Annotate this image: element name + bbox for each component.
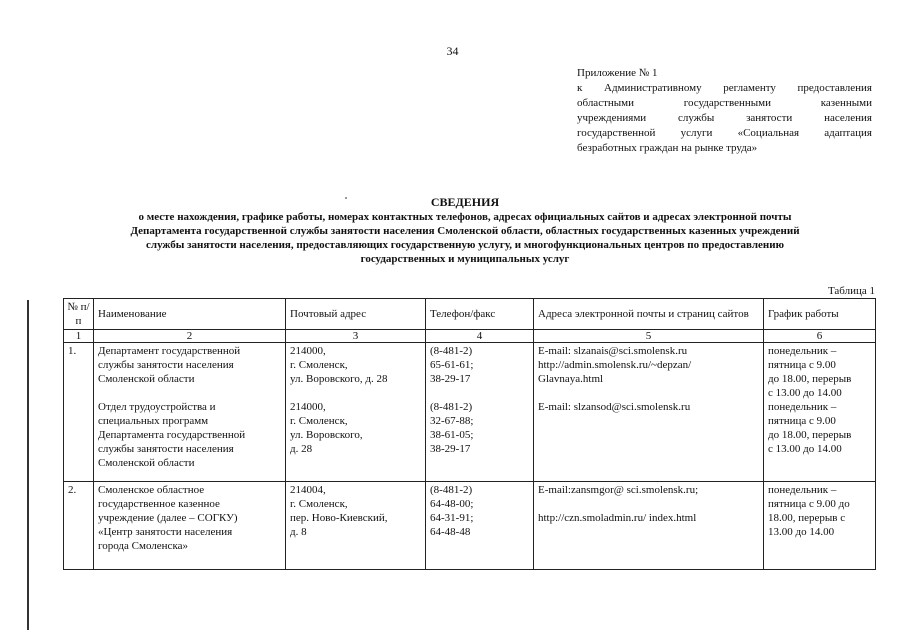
cell-line: Смоленской области xyxy=(98,373,195,385)
cell-line: 65-61-61; xyxy=(430,359,474,371)
cell-line: пятница с 9.00 xyxy=(768,359,836,371)
annex-title: Приложение № 1 xyxy=(577,67,658,79)
email-link[interactable]: E-mail: slzanais@sci.smolensk.ru xyxy=(538,345,688,357)
cell-line: пятница с 9.00 xyxy=(768,415,836,427)
cell-line: до 18.00, перерыв xyxy=(768,429,852,441)
cell-line: г. Смоленск, xyxy=(290,415,348,427)
cell-line: города Смоленска» xyxy=(98,540,189,552)
address-cell xyxy=(286,343,426,482)
annex-line: безработных граждан на рынке труда» xyxy=(577,142,758,154)
cell-line: учреждение (далее – СОГКУ) xyxy=(98,512,238,524)
site-link[interactable]: Glavnaya.html xyxy=(538,373,604,385)
info-table xyxy=(63,298,876,570)
cell-line: Смоленской области xyxy=(98,457,195,469)
site-link[interactable]: http://czn.smoladmin.ru/ index.html xyxy=(538,512,697,524)
heading-line: службы занятости населения, предоставляющих государственную услугу, и многофункциональных центров по предоставлению xyxy=(146,239,784,251)
cell-line: (8-481-2) xyxy=(430,484,473,496)
header-cell: График работы xyxy=(764,299,876,330)
cell-line: ул. Воровского, xyxy=(290,429,363,441)
cell-line: службы занятости населения xyxy=(98,443,234,455)
cell-line: Отдел трудоустройства и xyxy=(98,401,216,413)
name-cell xyxy=(94,482,286,570)
cell-line: с 13.00 до 14.00 xyxy=(768,443,842,455)
column-number: 4 xyxy=(426,330,534,343)
cell-line: (8-481-2) xyxy=(430,401,473,413)
schedule-cell xyxy=(764,343,876,482)
table-row xyxy=(64,343,876,482)
cell-line: понедельник – xyxy=(768,484,837,496)
cell-line: (8-481-2) xyxy=(430,345,473,357)
schedule-cell xyxy=(764,482,876,570)
annex-line: областными государственными казенными xyxy=(577,97,872,109)
column-number-row xyxy=(64,330,876,343)
cell-line: 38-29-17 xyxy=(430,373,471,385)
phone-cell xyxy=(426,343,534,482)
scan-edge-line xyxy=(27,300,29,630)
page-number: 34 xyxy=(446,44,459,58)
cell-line: понедельник – xyxy=(768,345,837,357)
annex-note xyxy=(577,66,872,156)
cell-line: д. 28 xyxy=(290,443,313,455)
cell-line: Департамента государственной xyxy=(98,429,246,441)
column-number: 6 xyxy=(764,330,876,343)
column-number: 1 xyxy=(64,330,94,343)
cell-line: Смоленское областное xyxy=(98,484,205,496)
header-cell: Адреса электронной почты и страниц сайтов xyxy=(534,299,764,330)
column-number: 5 xyxy=(534,330,764,343)
web-cell xyxy=(534,343,764,482)
cell-line: 38-29-17 xyxy=(430,443,471,455)
row-number: 1. xyxy=(64,343,94,482)
web-cell xyxy=(534,482,764,570)
cell-line: 13.00 до 14.00 xyxy=(768,526,835,538)
cell-line: Департамент государственной xyxy=(98,345,241,357)
cell-line: ул. Воровского, д. 28 xyxy=(290,373,388,385)
row-number: 2. xyxy=(64,482,94,570)
heading-line: Департамента государственной службы занятости населения Смоленской области, областных государственных казенных учреждений xyxy=(130,225,800,237)
cell-line: пятница с 9.00 до xyxy=(768,498,850,510)
cell-line: 214004, xyxy=(290,484,326,496)
annex-line: государственной услуги «Социальная адаптация xyxy=(577,127,872,139)
cell-line: с 13.00 до 14.00 xyxy=(768,387,842,399)
table-row xyxy=(64,482,876,570)
phone-cell xyxy=(426,482,534,570)
cell-line: 64-31-91; xyxy=(430,512,474,524)
cell-line: д. 8 xyxy=(290,526,307,538)
document-heading xyxy=(80,195,850,266)
column-number: 3 xyxy=(286,330,426,343)
cell-line: 32-67-88; xyxy=(430,415,474,427)
annex-line: к Административному регламенту предоставления xyxy=(577,82,872,94)
table-header-row xyxy=(64,299,876,330)
cell-line: «Центр занятости населения xyxy=(98,526,233,538)
cell-line: государственное казенное xyxy=(98,498,220,510)
heading-title: СВЕДЕНИЯ xyxy=(430,195,500,209)
header-cell: Почтовый адрес xyxy=(286,299,426,330)
cell-line: 18.00, перерыв с xyxy=(768,512,846,524)
name-cell xyxy=(94,343,286,482)
cell-line: до 18.00, перерыв xyxy=(768,373,852,385)
column-number: 2 xyxy=(94,330,286,343)
site-link[interactable]: http://admin.smolensk.ru/~depzan/ xyxy=(538,359,692,371)
cell-line: 38-61-05; xyxy=(430,429,474,441)
cell-line: службы занятости населения xyxy=(98,359,234,371)
header-cell: Телефон/факс xyxy=(426,299,534,330)
cell-line: г. Смоленск, xyxy=(290,498,348,510)
cell-line: понедельник – xyxy=(768,401,837,413)
heading-line: о месте нахождения, графике работы, номерах контактных телефонов, адресах официальных сайтов и адресах электронной почты xyxy=(138,211,792,223)
cell-line: 214000, xyxy=(290,345,326,357)
cell-line: 64-48-48 xyxy=(430,526,471,538)
heading-line: государственных и муниципальных услуг xyxy=(360,253,570,265)
address-cell xyxy=(286,482,426,570)
email-link[interactable]: E-mail: slzansod@sci.smolensk.ru xyxy=(538,401,691,413)
email-link[interactable]: E-mail:zansmgor@ sci.smolensk.ru; xyxy=(538,484,699,496)
cell-line: пер. Ново-Киевский, xyxy=(290,512,388,524)
cell-line: г. Смоленск, xyxy=(290,359,348,371)
annex-line: учреждениями службы занятости населения xyxy=(577,112,872,124)
cell-line: 64-48-00; xyxy=(430,498,474,510)
table-label: Таблица 1 xyxy=(827,285,875,297)
header-cell: № п/п xyxy=(64,299,94,330)
header-cell: Наименование xyxy=(94,299,286,330)
cell-line: специальных программ xyxy=(98,415,209,427)
cell-line: 214000, xyxy=(290,401,326,413)
